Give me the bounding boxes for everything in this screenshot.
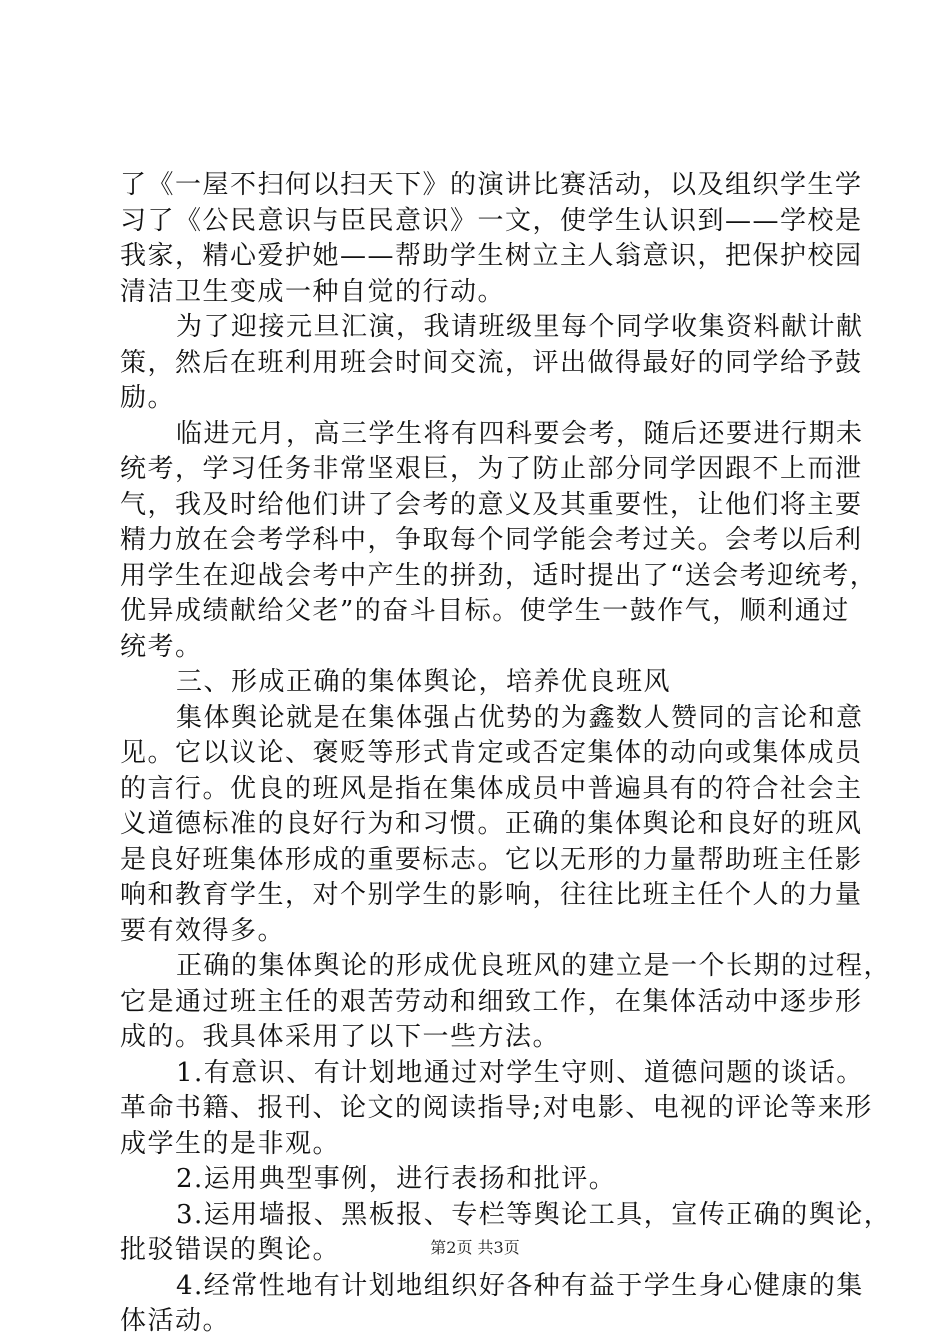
- text-line: 了《一屋不扫何以扫天下》的演讲比赛活动，以及组织学生学: [120, 170, 863, 200]
- document-body: [120, 168, 892, 1340]
- text-line: 要有效得多。: [120, 915, 286, 946]
- text-line: 它是通过班主任的艰苦劳动和细致工作，在集体活动中逐步形: [120, 986, 863, 1017]
- text-line: 响和教育学生，对个别学生的影响，往往比班主任个人的力量: [120, 880, 863, 910]
- page-number-footer: 第2页 共3页: [430, 1238, 520, 1257]
- text-line: 统考，学习任务非常坚艰巨，为了防止部分同学因跟不上而泄: [120, 454, 863, 484]
- text-line: 我家，精心爱护她——帮助学生树立主人翁意识，把保护校园: [120, 241, 863, 271]
- text-line: 精力放在会考学科中，争取每个同学能会考过关。会考以后利: [120, 525, 863, 555]
- text-line: 用学生在迎战会考中产生的拼劲，适时提出了“送会考迎统考，: [120, 560, 878, 591]
- text-line: 策，然后在班利用班会时间交流，评出做得最好的同学给予鼓: [120, 347, 863, 378]
- text-line: 统考。: [120, 631, 203, 662]
- text-line: 见。它以议论、褒贬等形式肯定或否定集体的动向或集体成员: [120, 738, 863, 768]
- text-line: 成学生的是非观。: [120, 1128, 341, 1159]
- paragraph-first-line: 临进元月，高三学生将有四科要会考，随后还要进行期未: [176, 418, 864, 449]
- paragraph-first-line: 为了迎接元旦汇演，我请班级里每个同学收集资料献计献: [176, 312, 864, 342]
- text-line: 气，我及时给他们讲了会考的意义及其重要性，让他们将主要: [120, 489, 863, 520]
- list-item-1: 1.有意识、有计划地通过对学生守则、道德问题的谈话。: [176, 1057, 864, 1088]
- paragraph-first-line: 正确的集体舆论的形成优良班风的建立是一个长期的过程，: [176, 951, 892, 981]
- section-heading: 三、形成正确的集体舆论，培养优良班风: [176, 667, 672, 697]
- text-line: 成的。我具体采用了以下一些方法。: [120, 1022, 561, 1052]
- text-line: 清洁卫生变成一种自觉的行动。: [120, 276, 506, 307]
- text-line: 习了《公民意识与臣民意识》一文，使学生认识到——学校是: [120, 205, 863, 236]
- text-line: 批驳错误的舆论。: [120, 1235, 341, 1265]
- paragraph-first-line: 集体舆论就是在集体强占优势的为鑫数人赞同的言论和意: [176, 702, 864, 733]
- text-line: 革命书籍、报刊、论文的阅读指导;对电影、电视的评论等来形: [120, 1093, 873, 1123]
- text-line: 是良好班集体形成的重要标志。它以无形的力量帮助班主任影: [120, 844, 863, 875]
- text-line: 义道德标准的良好行为和习惯。正确的集体舆论和良好的班风: [120, 809, 863, 839]
- list-item-2: 2.运用典型事例，进行表扬和批评。: [176, 1164, 617, 1194]
- text-line: 的言行。优良的班风是指在集体成员中普遍具有的符合社会主: [120, 773, 863, 804]
- list-item-3: 3.运用墙报、黑板报、专栏等舆论工具，宣传正确的舆论，: [176, 1199, 892, 1230]
- list-item-4: 4.经常性地有计划地组织好各种有益于学生身心健康的集: [176, 1270, 864, 1301]
- text-line: 励。: [120, 383, 176, 413]
- text-line: 优异成绩献给父老”的奋斗目标。使学生一鼓作气，顺利通过: [120, 596, 850, 626]
- text-line: 体活动。: [120, 1306, 231, 1336]
